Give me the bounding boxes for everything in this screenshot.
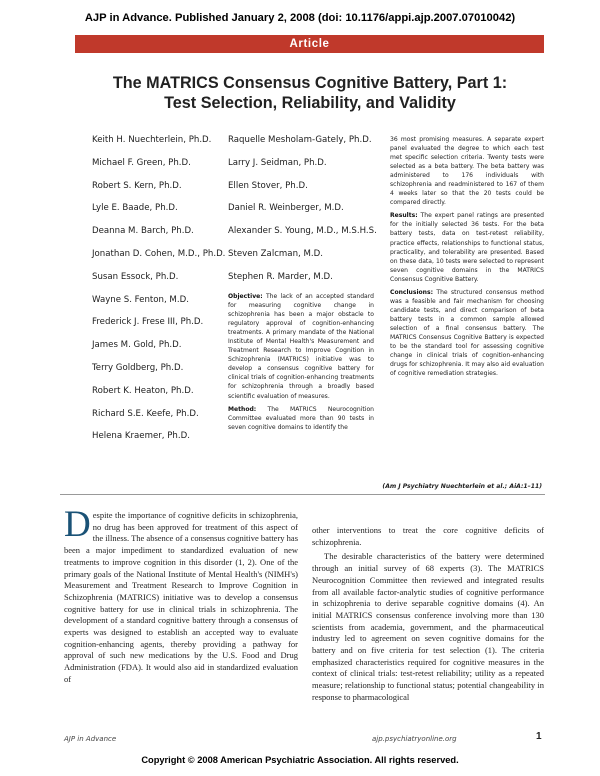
author-name: Terry Goldberg, Ph.D. (92, 362, 184, 373)
author-name: Deanna M. Barch, Ph.D. (92, 226, 194, 237)
author-list-col2 (228, 135, 377, 295)
abstract-method-continued: 36 most promising measures. A separate expert panel evaluated the degree to which each test met specific selection criteria. Twenty tests were selected as a beta battery. The beta battery was administered to 176 individuals with schizophrenia and readministered to 167 of them 4 weeks later so that the 20 tests could be compared directly. (390, 136, 544, 207)
abstract-method (228, 405, 374, 432)
body-text: espite the importance of cognitive deficits in schizophrenia, no drug has been approved for treatment of this aspect of the illness. The absence of a consensus cognitive battery has been a major impediment to standardized evaluation of new treatments to improve cognition in this disorder (1, 2). One of the primary goals of the National Institute of Mental Health's (NIMH's) Measurement and Treatment Research to Improve Cognition in Schizophrenia (MATRICS) initiative was to develop a consensus cognitive battery for use in clinical trials in schizophrenia. The development of a standard cognitive battery through a consensus of experts was designed to establish an accepted way to evaluate cognition-enhancing agents, thereby providing a pathway for approval of such new medications by the U.S. Food and Drug Administration (FDA). It would also aid in standardized evaluation of (64, 510, 298, 684)
author-name: Susan Essock, Ph.D. (92, 271, 179, 282)
section-divider (60, 494, 545, 495)
title-line-2: Test Selection, Reliability, and Validity (164, 93, 456, 112)
abstract-column-mid (228, 292, 374, 436)
author-name: Larry J. Seidman, Ph.D. (228, 157, 327, 168)
drop-cap: D (64, 504, 91, 545)
page-number: 1 (536, 731, 542, 742)
footer-website[interactable]: ajp.psychiatryonline.org (372, 735, 457, 743)
author-name: Steven Zalcman, M.D. (228, 248, 323, 259)
objective-label: Objective: (228, 293, 263, 300)
title-line-1: The MATRICS Consensus Cognitive Battery, Part 1: (112, 74, 508, 92)
author-name: Robert K. Heaton, Ph.D. (92, 385, 194, 396)
objective-text: The lack of an accepted standard for measuring cognitive change in schizophrenia has been a major obstacle to regulatory approval of cognition-enhancing treatments. A primary mandate of the National Institute of Mental Health's Measurement and Treatment Research to Improve Cognition in Schizophrenia (MATRICS) initiative was to develop a consensus cognitive battery for clinical trials of cognition-enhancing treatments for schizophrenia through a broadly based scientific evaluation of measures. (228, 293, 374, 400)
author-name: Frederick J. Frese III, Ph.D. (92, 317, 204, 328)
citation: (Am J Psychiatry Nuechterlein et al.; AiA:1–11) (382, 483, 542, 490)
method-label: Method: (228, 405, 257, 413)
author-name: Raquelle Mesholam-Gately, Ph.D. (228, 135, 372, 145)
body-column-right (312, 525, 544, 707)
author-name: Wayne S. Fenton, M.D. (92, 294, 189, 305)
author-name: Michael F. Green, Ph.D. (92, 157, 191, 168)
copyright-notice: Copyright © 2008 American Psychiatric Association. All rights reserved. (141, 755, 459, 765)
author-name: Keith H. Nuechterlein, Ph.D. (92, 135, 212, 145)
author-name: Ellen Stover, Ph.D. (228, 180, 308, 191)
author-name: Robert S. Kern, Ph.D. (92, 180, 182, 191)
author-list-col1 (92, 135, 225, 454)
footer-journal: AJP in Advance (64, 735, 117, 743)
author-name: Helena Kraemer, Ph.D. (92, 431, 190, 442)
author-name: James M. Gold, Ph.D. (92, 340, 182, 351)
body-paragraph (64, 504, 298, 686)
abstract-column-right (390, 135, 544, 382)
method-text: The MATRICS Neurocognition Committee evaluated more than 90 tests in seven cognitive domains to identify the (228, 405, 374, 431)
author-name: Lyle E. Baade, Ph.D. (92, 203, 178, 214)
body-column-left (64, 504, 298, 689)
abstract-conclusions (390, 288, 544, 378)
abstract-results (390, 211, 544, 283)
author-name: Jonathan D. Cohen, M.D., Ph.D. (92, 248, 226, 259)
section-label: Article (75, 35, 544, 53)
body-paragraph: other interventions to treat the core cognitive deficits of schizophrenia. (312, 525, 544, 547)
author-name: Alexander S. Young, M.D., M.S.H.S. (228, 226, 377, 237)
author-name: Stephen R. Marder, M.D. (228, 271, 333, 282)
body-paragraph: The desirable characteristics of the battery were determined through an initial survey of 68 experts (3). The MATRICS Neurocognition Committee then reviewed and integrated results from all available factor-analytic studies of cognitive performance in schizophrenia to derive separable cognitive domains (4). An initial MATRICS consensus conference involving more than 130 scientists from academia, government, and the pharmaceutical industry led to agreement on seven cognitive domains for the battery and on five criteria for test selection (1). The criteria emphasized characteristics required for cognitive measures in the context of clinical trials: test-retest reliability; utility as a repeated measure; relationship to functional status; potential changeability in response to pharmacological (312, 551, 544, 702)
author-name: Daniel R. Weinberger, M.D. (228, 203, 344, 214)
conclusions-label: Conclusions: (390, 288, 434, 296)
results-text: The expert panel ratings are presented for the initially selected 36 tests. For the beta battery tests, data on test-retest reliability, practice effects, relationships to functional status, practicality, and tolerability are presented. Based on these data, 10 tests were selected to represent seven cognitive domains in the MATRICS Consensus Cognitive Battery. (390, 212, 544, 283)
conclusions-text: The structured consensus method was a feasible and fair mechanism for choosing candidate tests, and direct comparison of beta battery tests in a common sample allowed selection of a final consensus battery. The MATRICS Consensus Cognitive Battery is expected to be the standard tool for assessing cognitive change in clinical trials of cognition-enhancing drugs for schizophrenia. It may also aid evaluation of cognitive remediation strategies. (390, 288, 544, 378)
author-name: Richard S.E. Keefe, Ph.D. (92, 408, 199, 419)
page-title (60, 74, 560, 113)
abstract-objective (228, 292, 374, 401)
results-label: Results: (390, 212, 418, 220)
journal-banner: AJP in Advance. Published January 2, 2008 (doi: 10.1176/appi.ajp.2007.07010042) (84, 12, 516, 24)
